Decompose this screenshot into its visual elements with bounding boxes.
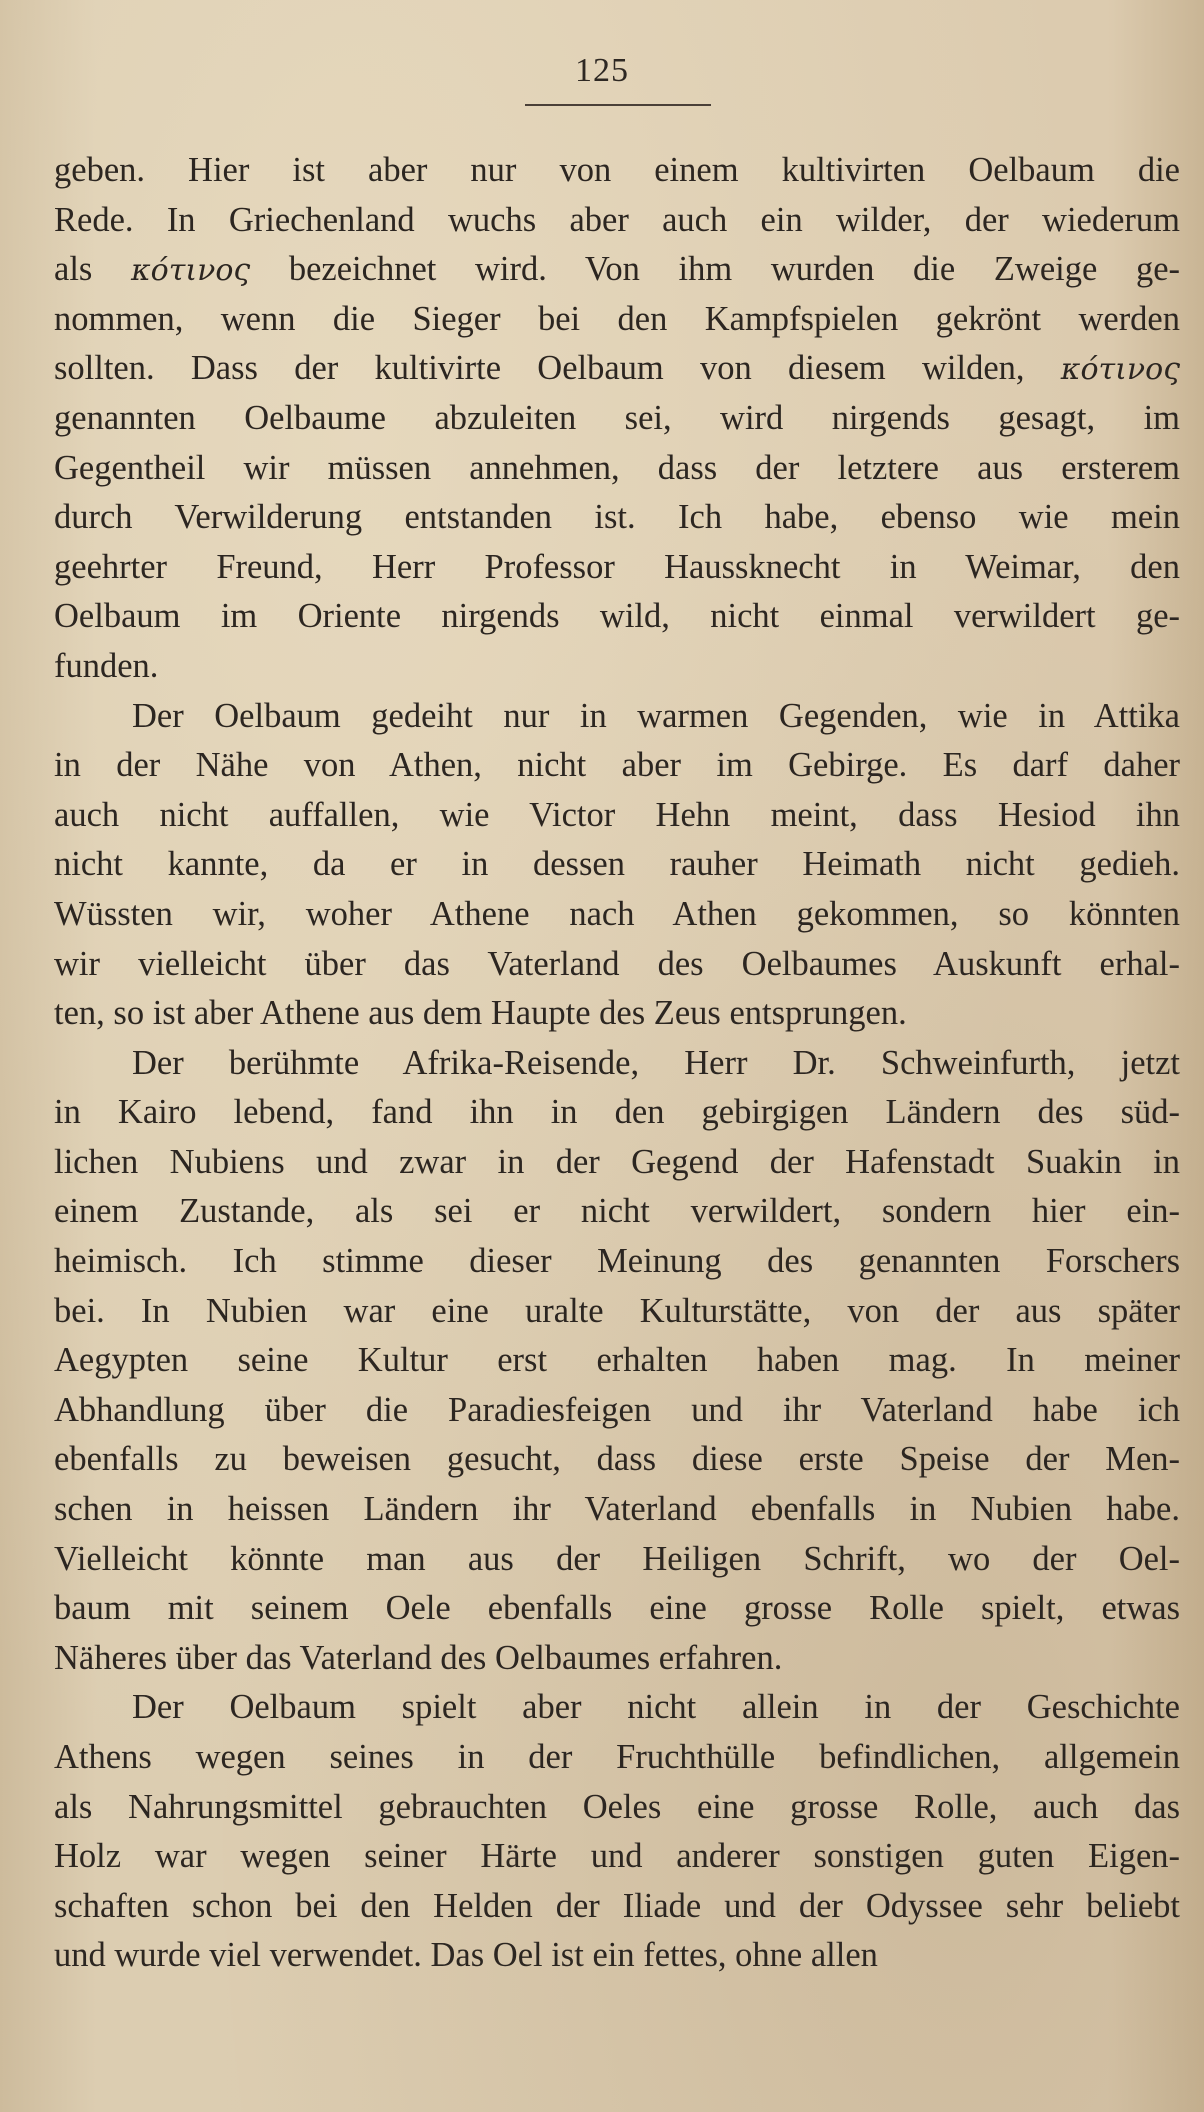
text-line <box>54 444 1180 494</box>
text-run: Oelbaum im Oriente nirgends wild, nicht einmal verwildert ge- <box>54 597 1180 636</box>
text-line <box>54 344 1180 394</box>
text-run: geben. Hier ist aber nur von einem kultivirten Oelbaum die <box>54 151 1180 189</box>
text-run: lichen Nubiens und zwar in der Gegend der Hafenstadt Suakin in <box>54 1142 1180 1181</box>
text-line <box>54 1039 1180 1089</box>
text-line <box>54 295 1180 345</box>
text-run: genannten Oelbaume abzuleiten sei, wird nirgends gesagt, im <box>54 398 1180 437</box>
text-line <box>54 1535 1180 1585</box>
text-run: nicht kannte, da er in dessen rauher Heimath nicht gedieh. <box>54 845 1180 884</box>
text-run: einem Zustande, als sei er nicht verwildert, sondern hier ein- <box>54 1192 1180 1231</box>
paragraph <box>54 146 1180 692</box>
text-line <box>54 1088 1180 1138</box>
text-run: Der berühmte Afrika-Reisende, Herr Dr. Schweinfurth, jetzt <box>132 1043 1180 1082</box>
text-line <box>54 196 1180 246</box>
text-run: bei. In Nubien war eine uralte Kulturstätte, von der aus später <box>54 1291 1180 1330</box>
text-run: funden. <box>54 646 159 685</box>
text-run: auch nicht auffallen, wie Victor Hehn meint, dass Hesiod ihn <box>54 795 1180 834</box>
text-line <box>54 1683 1180 1733</box>
greek-word: κότινος <box>1060 352 1180 388</box>
text-line <box>54 1138 1180 1188</box>
text-line <box>54 840 1180 890</box>
header-rule <box>525 104 711 106</box>
text-line <box>54 1832 1180 1882</box>
text-run: Näheres über das Vaterland des Oelbaumes erfahren. <box>54 1638 783 1677</box>
text-line <box>54 1287 1180 1337</box>
text-run: Abhandlung über die Paradiesfeigen und ihr Vaterland habe ich <box>54 1390 1180 1429</box>
text-line <box>54 1237 1180 1287</box>
paragraph <box>54 1683 1180 1981</box>
text-run: als Nahrungsmittel gebrauchten Oeles eine grosse Rolle, auch das <box>54 1787 1180 1826</box>
text-run: Athens wegen seines in der Fruchthülle befindlichen, allgemein <box>54 1738 1180 1776</box>
text-run: geehrter Freund, Herr Professor Haussknecht in Weimar, den <box>54 547 1180 586</box>
text-line <box>54 543 1180 593</box>
text-line <box>54 989 1180 1039</box>
text-run: schen in heissen Ländern ihr Vaterland ebenfalls in Nubien habe. <box>54 1490 1180 1529</box>
greek-word: κότινος <box>131 253 251 289</box>
text-run: heimisch. Ich stimme dieser Meinung des genannten Forschers <box>54 1242 1180 1281</box>
text-line <box>54 1584 1180 1634</box>
text-line <box>54 1485 1180 1535</box>
text-run: nommen, wenn die Sieger bei den Kampfspielen gekrönt werden <box>54 299 1180 338</box>
text-line <box>54 1435 1180 1485</box>
text-run: Wüssten wir, woher Athene nach Athen gekommen, so könnten <box>54 894 1180 933</box>
text-run: in der Nähe von Athen, nicht aber im Gebirge. Es darf daher <box>54 746 1180 785</box>
paragraph <box>54 1039 1180 1684</box>
body-text <box>54 146 1180 1981</box>
paragraph <box>54 692 1180 1039</box>
text-line <box>54 1634 1180 1684</box>
text-run: ten, so ist aber Athene aus dem Haupte des Zeus entsprungen. <box>54 994 907 1033</box>
text-run: Der Oelbaum spielt aber nicht allein in der Geschichte <box>132 1688 1180 1727</box>
text-line <box>54 1187 1180 1237</box>
text-line <box>54 1931 1180 1981</box>
text-line <box>54 1733 1180 1783</box>
text-run: in Kairo lebend, fand ihn in den gebirgigen Ländern des süd- <box>54 1093 1180 1132</box>
text-line <box>54 890 1180 940</box>
text-run: bezeichnet wird. Von ihm wurden die Zweige ge- <box>250 250 1181 289</box>
text-line <box>54 1386 1180 1436</box>
text-line <box>54 791 1180 841</box>
text-line <box>54 146 1180 196</box>
text-line <box>54 692 1180 742</box>
text-run: Holz war wegen seiner Härte und anderer sonstigen guten Eigen- <box>54 1837 1180 1876</box>
text-line <box>54 394 1180 444</box>
text-run: Rede. In Griechenland wuchs aber auch ein wilder, der wiederum <box>54 200 1180 239</box>
text-run: baum mit seinem Oele ebenfalls eine grosse Rolle spielt, etwas <box>54 1589 1180 1628</box>
text-run: durch Verwilderung entstanden ist. Ich habe, ebenso wie mein <box>54 498 1180 537</box>
text-run: Vielleicht könnte man aus der Heiligen Schrift, wo der Oel- <box>54 1539 1180 1578</box>
text-run: Aegypten seine Kultur erst erhalten haben mag. In meiner <box>54 1341 1180 1380</box>
text-run: ebenfalls zu beweisen gesucht, dass diese erste Speise der Men- <box>54 1440 1180 1479</box>
text-run: wir vielleicht über das Vaterland des Oelbaumes Auskunft erhal- <box>54 944 1180 983</box>
text-line <box>54 741 1180 791</box>
text-line <box>54 1336 1180 1386</box>
text-run: schaften schon bei den Helden der Iliade und der Odyssee sehr beliebt <box>54 1886 1180 1925</box>
text-run: Gegentheil wir müssen annehmen, dass der letztere aus ersterem <box>54 448 1180 487</box>
text-line <box>54 940 1180 990</box>
text-line <box>54 642 1180 692</box>
text-run: als <box>54 250 131 289</box>
page-number: 125 <box>575 52 629 89</box>
text-line <box>54 245 1180 295</box>
text-line <box>54 493 1180 543</box>
text-run: Der Oelbaum gedeiht nur in warmen Gegenden, wie in Attika <box>132 696 1180 735</box>
text-run: und wurde viel verwendet. Das Oel ist ein fettes, ohne allen <box>54 1936 878 1975</box>
text-line <box>54 1783 1180 1833</box>
text-line <box>54 1882 1180 1932</box>
text-line <box>54 592 1180 642</box>
text-run: sollten. Dass der kultivirte Oelbaum von diesem wilden, <box>54 349 1061 388</box>
